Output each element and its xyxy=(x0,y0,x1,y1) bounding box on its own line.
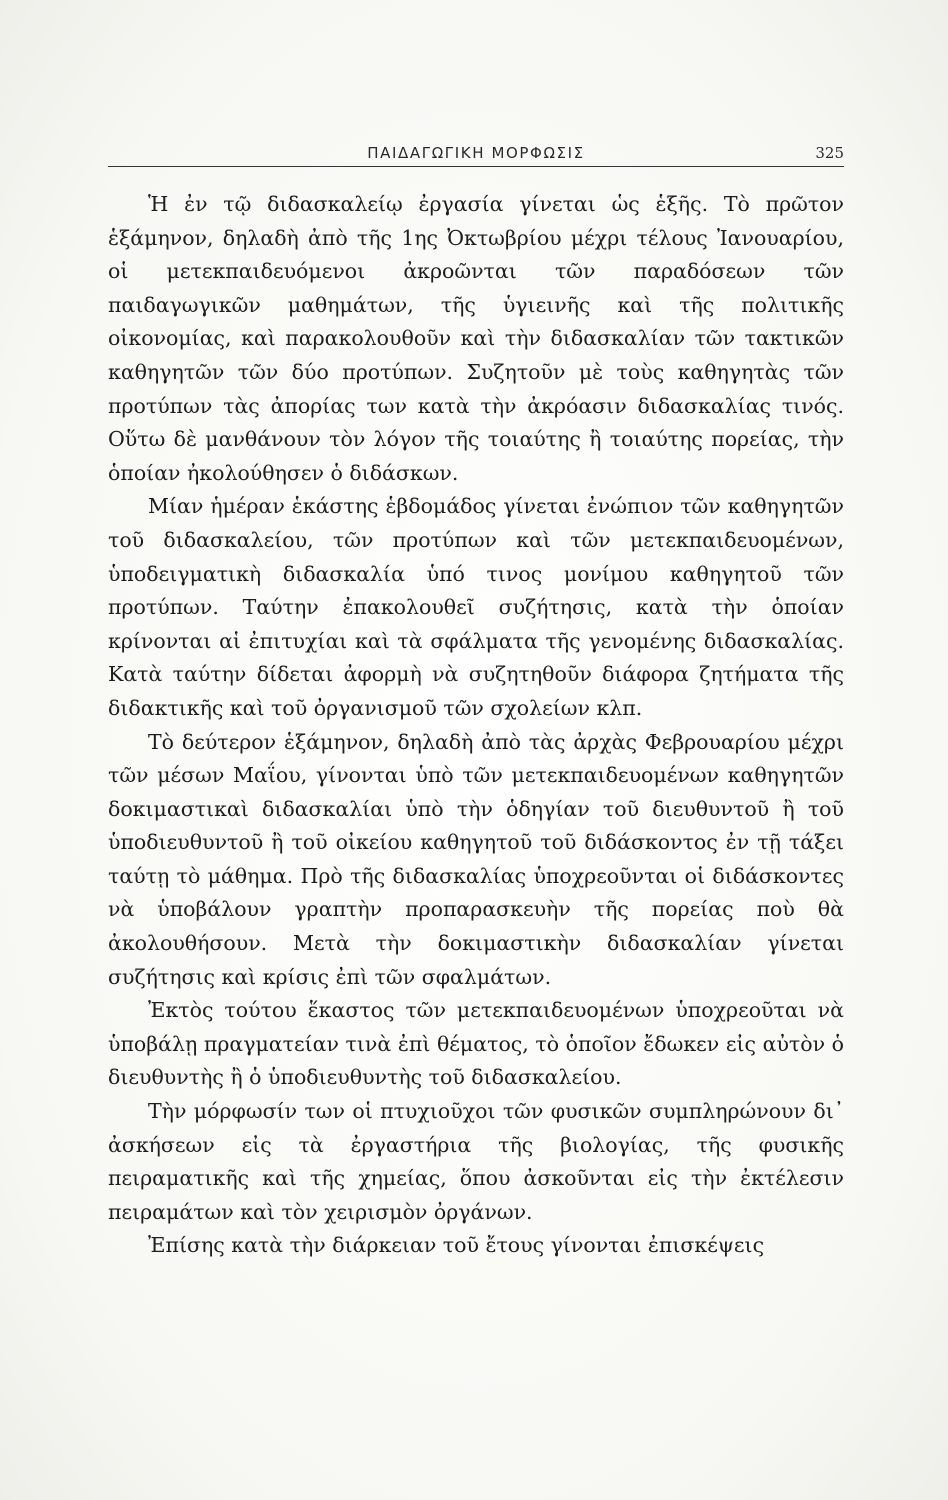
paragraph-teaching-work: Ἡ ἐν τῷ διδασκαλείῳ ἐργασία γίνεται ὡς ἑξῆς. Τὸ πρῶτον ἑξάμηνον, δηλαδὴ ἀπὸ τῆς 1ης Ὀκτωβρίου μέχρι τέλους Ἰανουαρίου, οἱ μετεκπαιδευόμενοι ἀκροῶνται τῶν παραδόσεων τῶν παιδαγωγικῶν μαθημάτων, τῆς ὑγιεινῆς καὶ τῆς πολιτικῆς οἰκονομίας, καὶ παρακολουθοῦν καὶ τὴν διδασκαλίαν τῶν τακτικῶν καθηγητῶν τῶν δύο προτύπων. Συζητοῦν μὲ τοὺς καθηγητὰς τῶν προτύπων τὰς ἀπορίας των κατὰ τὴν ἀκρόασιν διδασκαλίας τινός. Οὕτω δὲ μανθάνουν τὸν λόγον τῆς τοιαύτης ἢ τοιαύτης πορείας, τὴν ὁποίαν ἠκολούθησεν ὁ διδάσκων. xyxy=(108,192,844,485)
paragraph-laboratories: Τὴν μόρφωσίν των οἱ πτυχιοῦχοι τῶν φυσικῶν συμπληρώνουν δι᾽ ἀσκήσεων εἰς τὰ ἐργαστήρια τῆς βιολογίας, τῆς φυσικῆς πειραματικῆς καὶ τῆς χημείας, ὅπου ἀσκοῦνται εἰς τὴν ἐκτέλεσιν πειραμάτων καὶ τὸν χειρισμὸν ὀργάνων. xyxy=(108,1099,844,1224)
page-number: 325 xyxy=(815,144,844,162)
page-header xyxy=(108,140,844,170)
header-rule xyxy=(108,166,844,167)
running-title: ΠΑΙΔΑΓΩΓΙΚΗ ΜΟΡΦΩΣΙΣ xyxy=(367,144,585,162)
paragraph-visits: Ἐπίσης κατὰ τὴν διάρκειαν τοῦ ἔτους γίνονται ἐπισκέψεις xyxy=(148,1233,765,1258)
paragraph-second-semester: Τὸ δεύτερον ἑξάμηνον, δηλαδὴ ἀπὸ τὰς ἀρχὰς Φεβρουαρίου μέχρι τῶν μέσων Μαΐου, γίνονται ὑπὸ τῶν μετεκπαιδευομένων καθηγητῶν δοκιμαστικαὶ διδασκαλίαι ὑπὸ τὴν ὁδηγίαν τοῦ διευθυντοῦ ἢ τοῦ ὑποδιευθυντοῦ ἢ τοῦ οἰκείου καθηγητοῦ τοῦ διδάσκοντος ἐν τῇ τάξει ταύτῃ τὸ μάθημα. Πρὸ τῆς διδασκαλίας ὑποχρεοῦνται οἱ διδάσκοντες νὰ ὑποβάλουν γραπτὴν προπαρασκευὴν τῆς πορείας ποὺ θὰ ἀκολουθήσουν. Μετὰ τὴν δοκιμαστικὴν διδασκαλίαν γίνεται συζήτησις καὶ κρίσις ἐπὶ τῶν σφαλμάτων. xyxy=(108,729,844,989)
paragraph-treatise: Ἐκτὸς τούτου ἕκαστος τῶν μετεκπαιδευομένων ὑποχρεοῦται νὰ ὑποβάλῃ πραγματείαν τινὰ ἐπὶ θέματος, τὸ ὁποῖον ἔδωκεν εἰς αὐτὸν ὁ διευθυντὴς ἢ ὁ ὑποδιευθυντὴς τοῦ διδασκαλείου. xyxy=(108,998,844,1090)
paragraph-model-lesson: Μίαν ἡμέραν ἑκάστης ἑβδομάδος γίνεται ἐνώπιον τῶν καθηγητῶν τοῦ διδασκαλείου, τῶν προτύπων καὶ τῶν μετεκπαιδευομένων, ὑποδειγματικὴ διδασκαλία ὑπό τινος μονίμου καθηγητοῦ τῶν προτύπων. Ταύτην ἐπακολουθεῖ συζήτησις, κατὰ τὴν ὁποίαν κρίνονται αἱ ἐπιτυχίαι καὶ τὰ σφάλματα τῆς γενομένης διδασκαλίας. Κατὰ ταύτην δίδεται ἀφορμὴ νὰ συζητηθοῦν διάφορα ζητήματα τῆς διδακτικῆς καὶ τοῦ ὀργανισμοῦ τῶν σχολείων κλπ. xyxy=(108,494,844,720)
body-text xyxy=(108,188,844,1263)
